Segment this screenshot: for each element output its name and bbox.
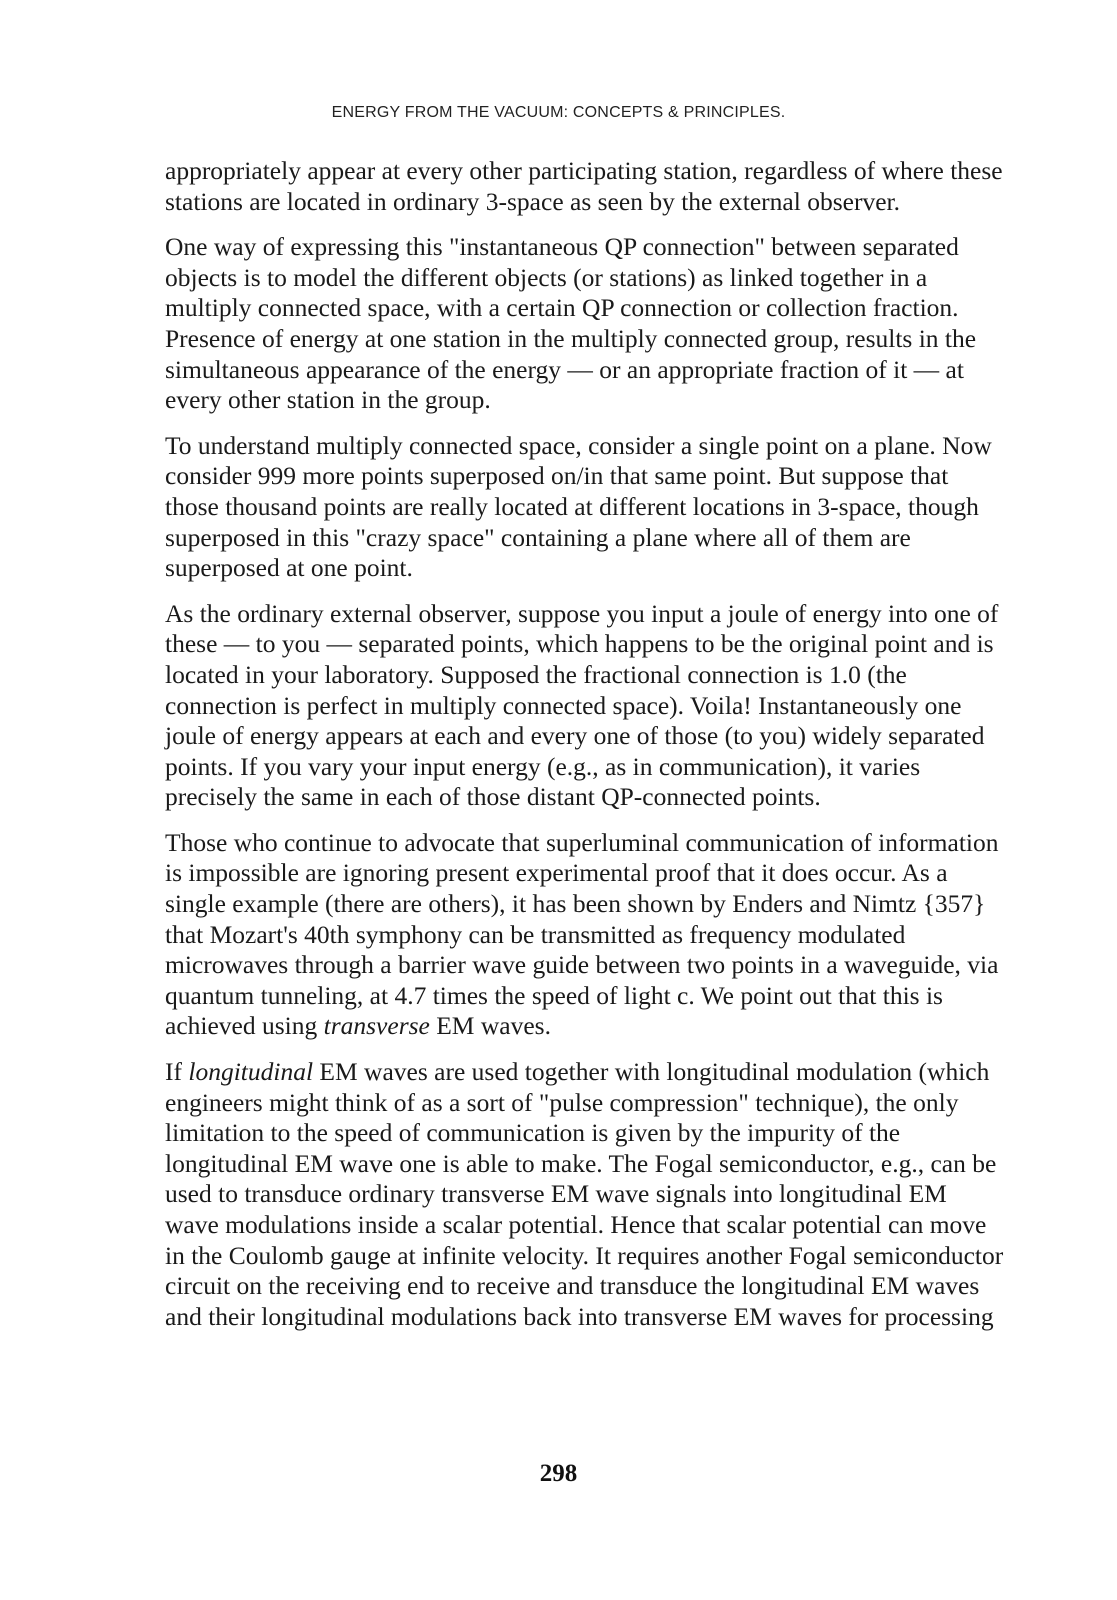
paragraph-4: As the ordinary external observer, suppose you input a joule of energy into one of these — to you — separated points, which happens to be the original point and is located in your laboratory. Supposed the fractional connection is 1.0 (the connection is perfect in multiply connected space). Voila! Instantaneously one joule of energy appears at each and every one of those (to you) widely separated points. If you vary your input energy (e.g., as in communication), it varies precisely the same in each of those distant QP-connected points. (165, 598, 999, 812)
paragraph-6 (165, 1057, 1005, 1332)
paragraph-5-emphasis: transverse (323, 1011, 430, 1041)
paragraph-6-text-after: EM waves are used together with longitudinal modulation (which engineers might think of as a sort of "pulse compression" technique), the only limitation to the speed of communication is given by the impurity of the longitudinal EM wave one is able to make. The Fogal semiconductor, e.g., can be used to transduce ordinary transverse EM wave signals into longitudinal EM wave modulations inside a scalar potential. Hence that scalar potential can move in the Coulomb gauge at infinite velocity. It requires another Fogal semiconductor circuit on the receiving end to receive and transduce the longitudinal EM waves and their longitudinal modulations back into transverse EM waves for processing (165, 1057, 1004, 1331)
paragraph-5-text-after: EM waves. (429, 1011, 551, 1041)
running-header: ENERGY FROM THE VACUUM: CONCEPTS & PRINCIPLES. (331, 104, 786, 121)
paragraph-2: One way of expressing this "instantaneous QP connection" between separated objects is to model the different objects (or stations) as linked together in a multiply connected space, with a certain QP connection or collection fraction. Presence of energy at one station in the multiply connected group, results in the simultaneous appearance of the energy — or an appropriate fraction of it — at every other station in the group. (165, 232, 977, 415)
body-text (165, 156, 1005, 1347)
page-number: 298 (539, 1460, 578, 1487)
paragraph-5-text-before: Those who continue to advocate that superluminal communication of information is impossible are ignoring present experimental proof that it does occur. As a single example (there are others), it has been shown by Enders and Nimtz {357} that Mozart's 40th symphony can be transmitted as frequency modulated microwaves through a barrier wave guide between two points in a waveguide, via quantum tunneling, at 4.7 times the speed of light c. We point out that this is achieved using (165, 827, 999, 1041)
paragraph-6-text-before: If (165, 1057, 189, 1087)
paragraph-5 (165, 828, 1005, 1042)
paragraph-1: appropriately appear at every other participating station, regardless of where these stations are located in ordinary 3-space as seen by the external observer. (165, 156, 1003, 216)
paragraph-3: To understand multiply connected space, consider a single point on a plane. Now consider 999 more points superposed on/in that same point. But suppose that those thousand points are really located at different locations in 3-space, though superposed in this "crazy space" containing a plane where all of them are superposed at one point. (165, 430, 992, 583)
paragraph-6-emphasis: longitudinal (188, 1057, 314, 1087)
